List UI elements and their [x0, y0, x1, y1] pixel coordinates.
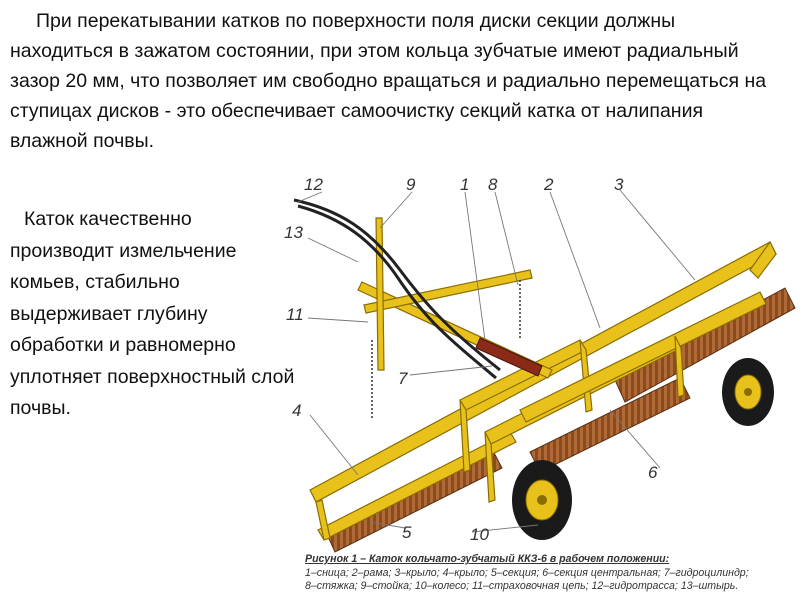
figure-caption [305, 553, 795, 594]
wheel-front [512, 460, 572, 540]
caption-title: Рисунок 1 – Каток кольчато-зубчатый ККЗ-6 в рабочем положении: [305, 553, 670, 565]
wheel-rear [722, 358, 774, 426]
callout-4: 4 [292, 401, 302, 420]
callout-8: 8 [488, 175, 498, 194]
central-roller-section [530, 378, 690, 472]
roller-illustration [280, 170, 800, 600]
caption-legend-line-1: 1–сница; 2–рама; 3–крыло; 4–крыло; 5–секция; 6–секция центральная; 7–гидроцилиндр; [305, 566, 749, 579]
callout-1: 1 [460, 175, 470, 194]
callout-13: 13 [284, 223, 303, 242]
callout-10: 10 [470, 525, 489, 544]
callout-6: 6 [648, 463, 658, 482]
paragraph-2: Каток качественно производит измельчение комьев, стабильно выдерживает глубину обработки и равномерно уплотняет поверхностный слой почвы. [10, 208, 295, 419]
callout-2: 2 [544, 175, 554, 194]
caption-legend-line-2: 8–стяжка; 9–стойка; 10–колесо; 11–страховочная цепь; 12–гидротрасса; 13–штырь. [305, 580, 739, 592]
callout-7: 7 [398, 369, 408, 388]
callout-9: 9 [406, 175, 416, 194]
callout-12: 12 [304, 175, 323, 194]
paragraph-1: При перекатывании катков по поверхности поля диски секции должны находиться в зажатом состоянии, при этом кольца зубчатые имеют радиальный зазор 20 мм, что позволяет им свободно вращаться и радиально перемещаться на ступицах дисков - это обеспечивает самоочистку секций катка от налипания влажной почвы. [10, 10, 767, 152]
callout-5: 5 [402, 523, 412, 542]
callout-3: 3 [614, 175, 624, 194]
callout-11: 11 [286, 305, 304, 324]
